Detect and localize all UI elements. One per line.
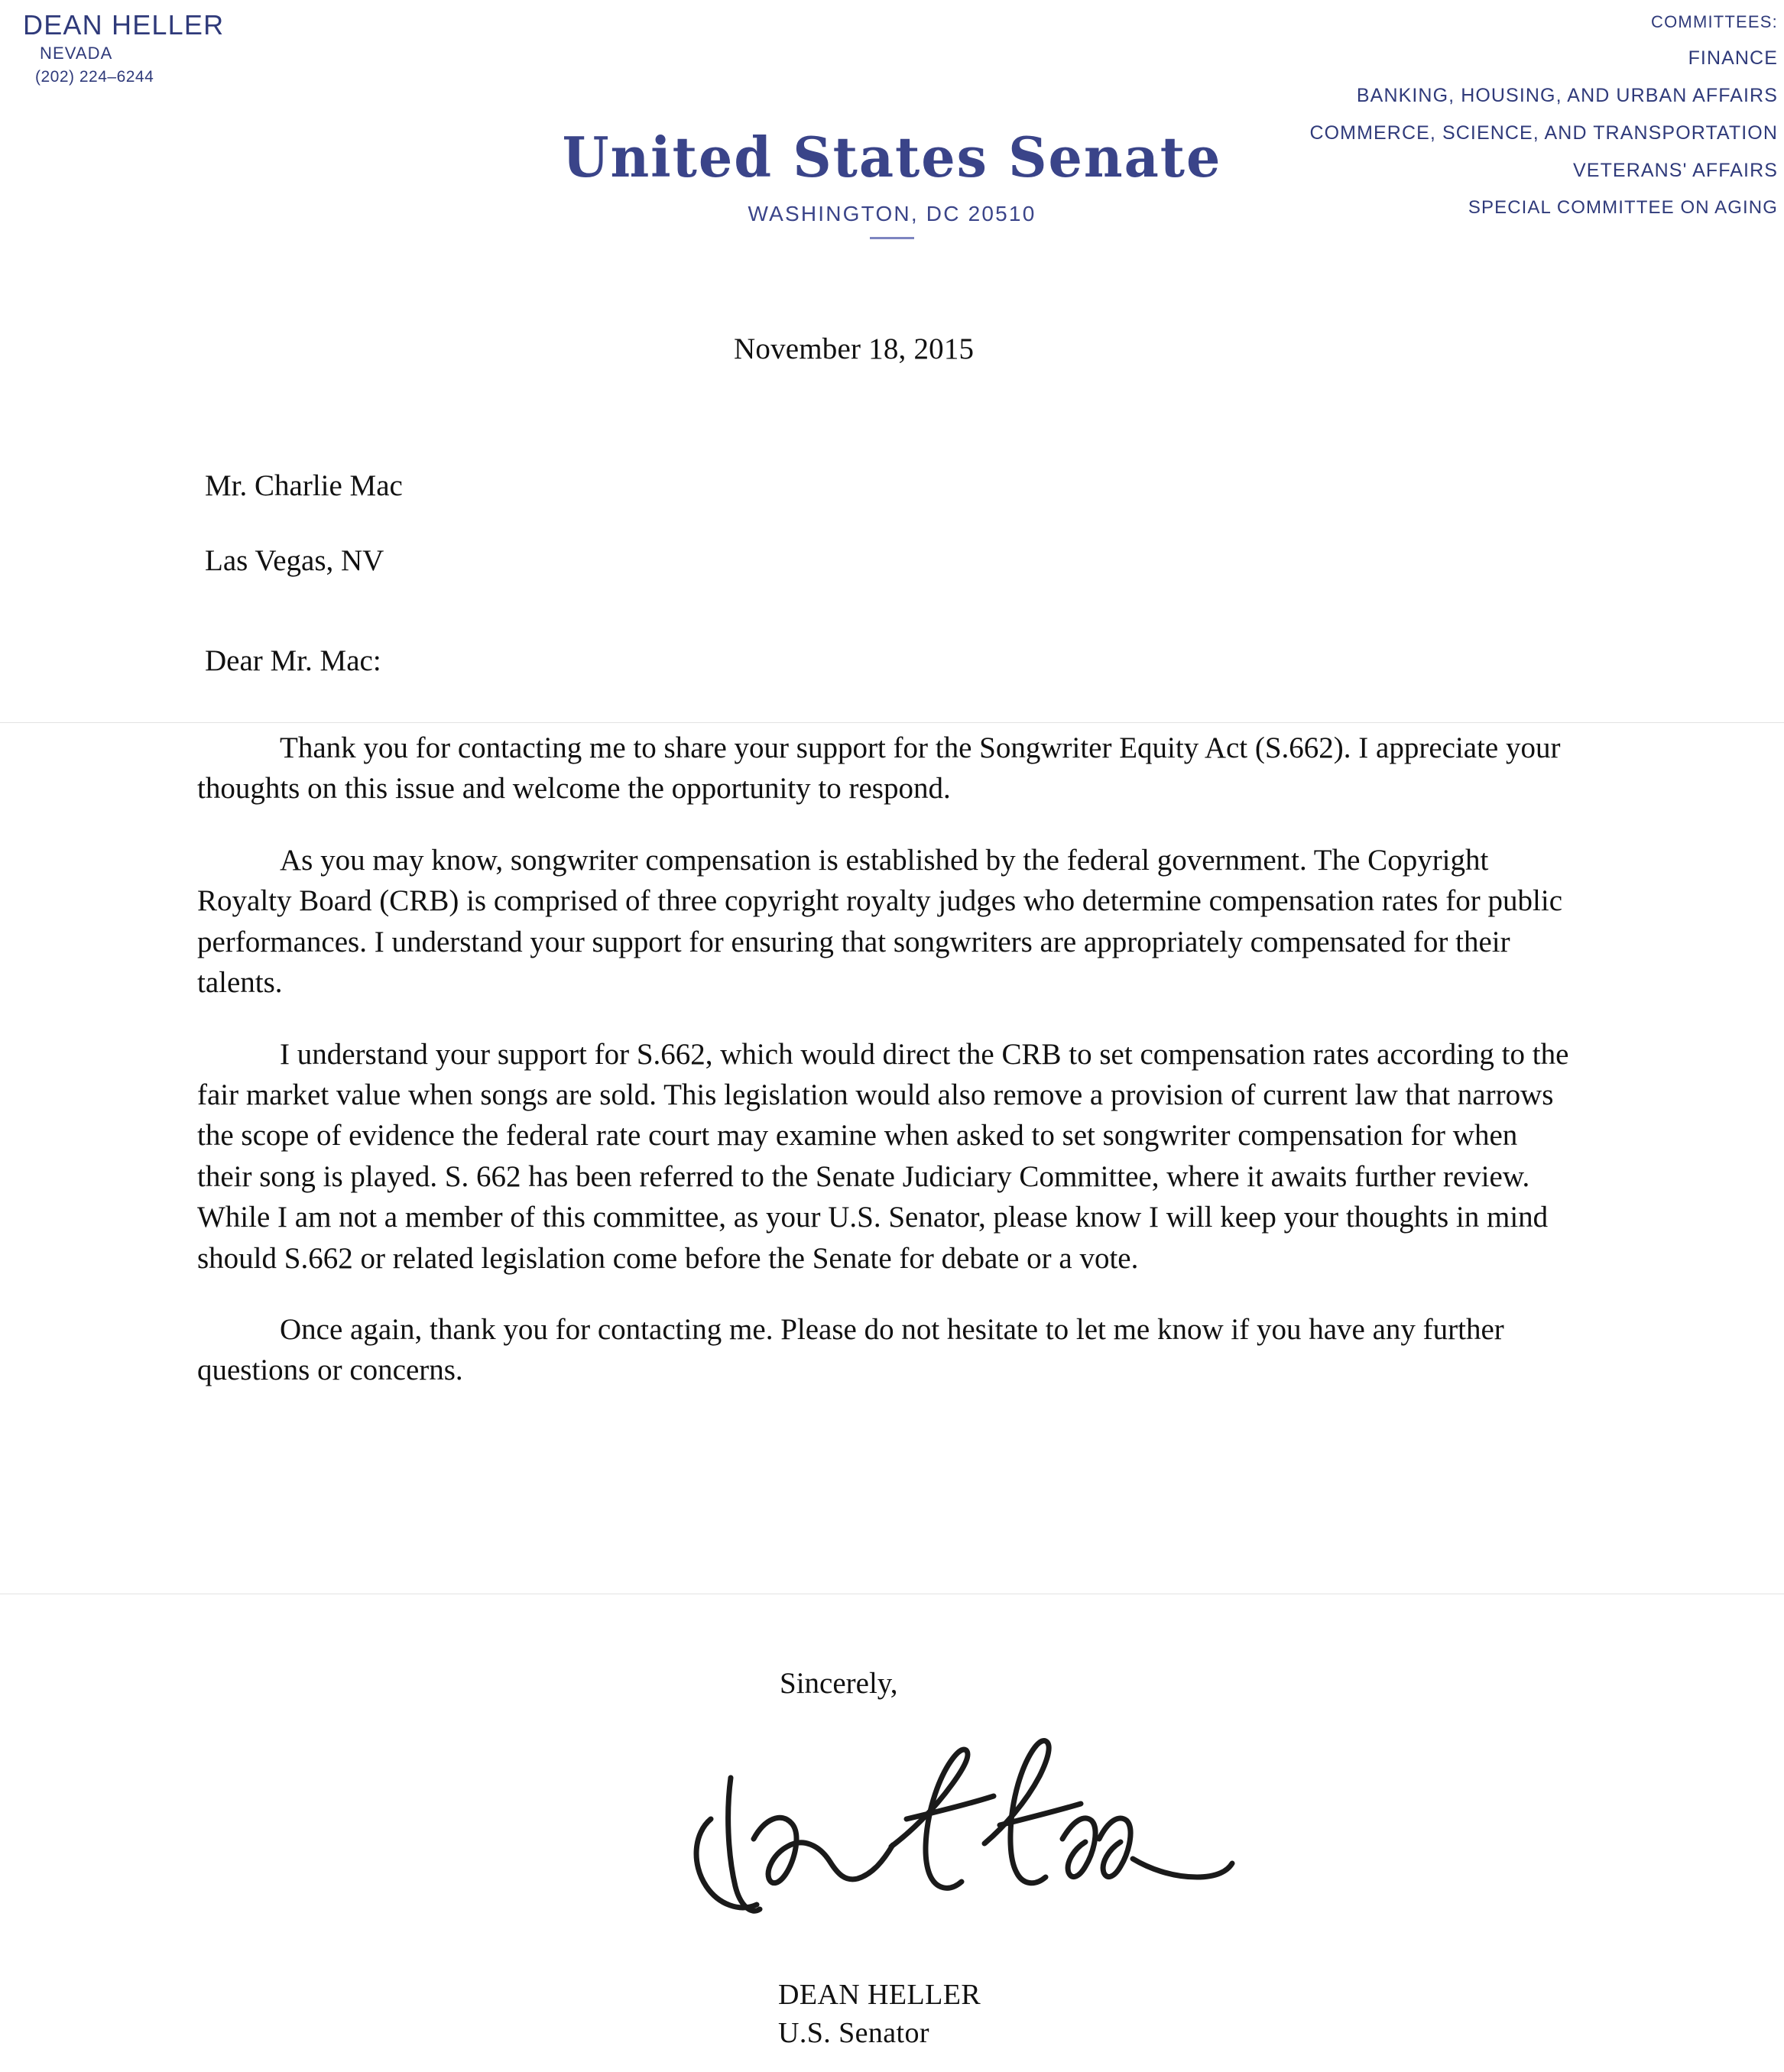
senator-phone: (202) 224–6244 [35,67,154,86]
letter-date: November 18, 2015 [734,332,975,365]
committees-block [1243,12,1778,233]
letter-paragraph: As you may know, songwriter compensation is established by the federal government. The Copyright Royalty Board (CRB) is comprised of three copyright royalty judges who determine compensation rates for public performances. I understand your support for ensuring that songwriters are appropriately compensated for their talents. [197,843,1563,1000]
letter-paragraph: Once again, thank you for contacting me. Please do not hesitate to let me know if you have any further questions or concerns. [197,1313,1504,1387]
committee-item: BANKING, HOUSING, AND URBAN AFFAIRS [1356,85,1778,106]
letter-paragraph: Thank you for contacting me to share your support for the Songwriter Equity Act (S.662). I appreciate your thoughts on this issue and welcome the opportunity to respond. [197,731,1561,806]
scan-artifact-line [0,722,1784,723]
addressee-block [205,469,403,618]
committee-item: SPECIAL COMMITTEE ON AGING [1468,197,1778,218]
masthead-location: WASHINGTON, DC 20510 [748,202,1036,225]
masthead-divider [870,237,914,239]
recipient-city: Las Vegas, NV [205,544,384,577]
masthead-title: United States Senate [562,125,1222,190]
salutation: Dear Mr. Mac: [205,644,381,677]
signature-image [680,1704,1261,1957]
committee-item: VETERANS' AFFAIRS [1573,160,1778,181]
committee-item: COMMERCE, SCIENCE, AND TRANSPORTATION [1309,122,1778,144]
committees-heading: COMMITTEES: [1651,12,1778,31]
signer-name: DEAN HELLER [778,1979,981,2011]
recipient-name: Mr. Charlie Mac [205,469,403,502]
senator-name: DEAN HELLER [23,9,225,41]
senator-identity-block [23,11,224,86]
signer-block [778,1976,981,2052]
committee-item: FINANCE [1688,47,1778,69]
closing-line: Sincerely, [780,1667,898,1700]
signer-title: U.S. Senator [778,2017,929,2050]
letter-paragraph: I understand your support for S.662, which would direct the CRB to set compensation rates according to the fair market value when songs are sold. This legislation would also remove a provision of current law that narrows the scope of evidence the federal rate court may examine when asked to set songwriter compensation for when their song is played. S. 662 has been referred to the Senate Judiciary Committee, where it awaits further review. While I am not a member of this committee, as your U.S. Senator, please know I will keep your thoughts in mind should S.662 or related legislation come before the Senate for debate or a vote. [197,1037,1569,1275]
letter-body [197,728,1573,1422]
senator-state: NEVADA [40,43,113,63]
